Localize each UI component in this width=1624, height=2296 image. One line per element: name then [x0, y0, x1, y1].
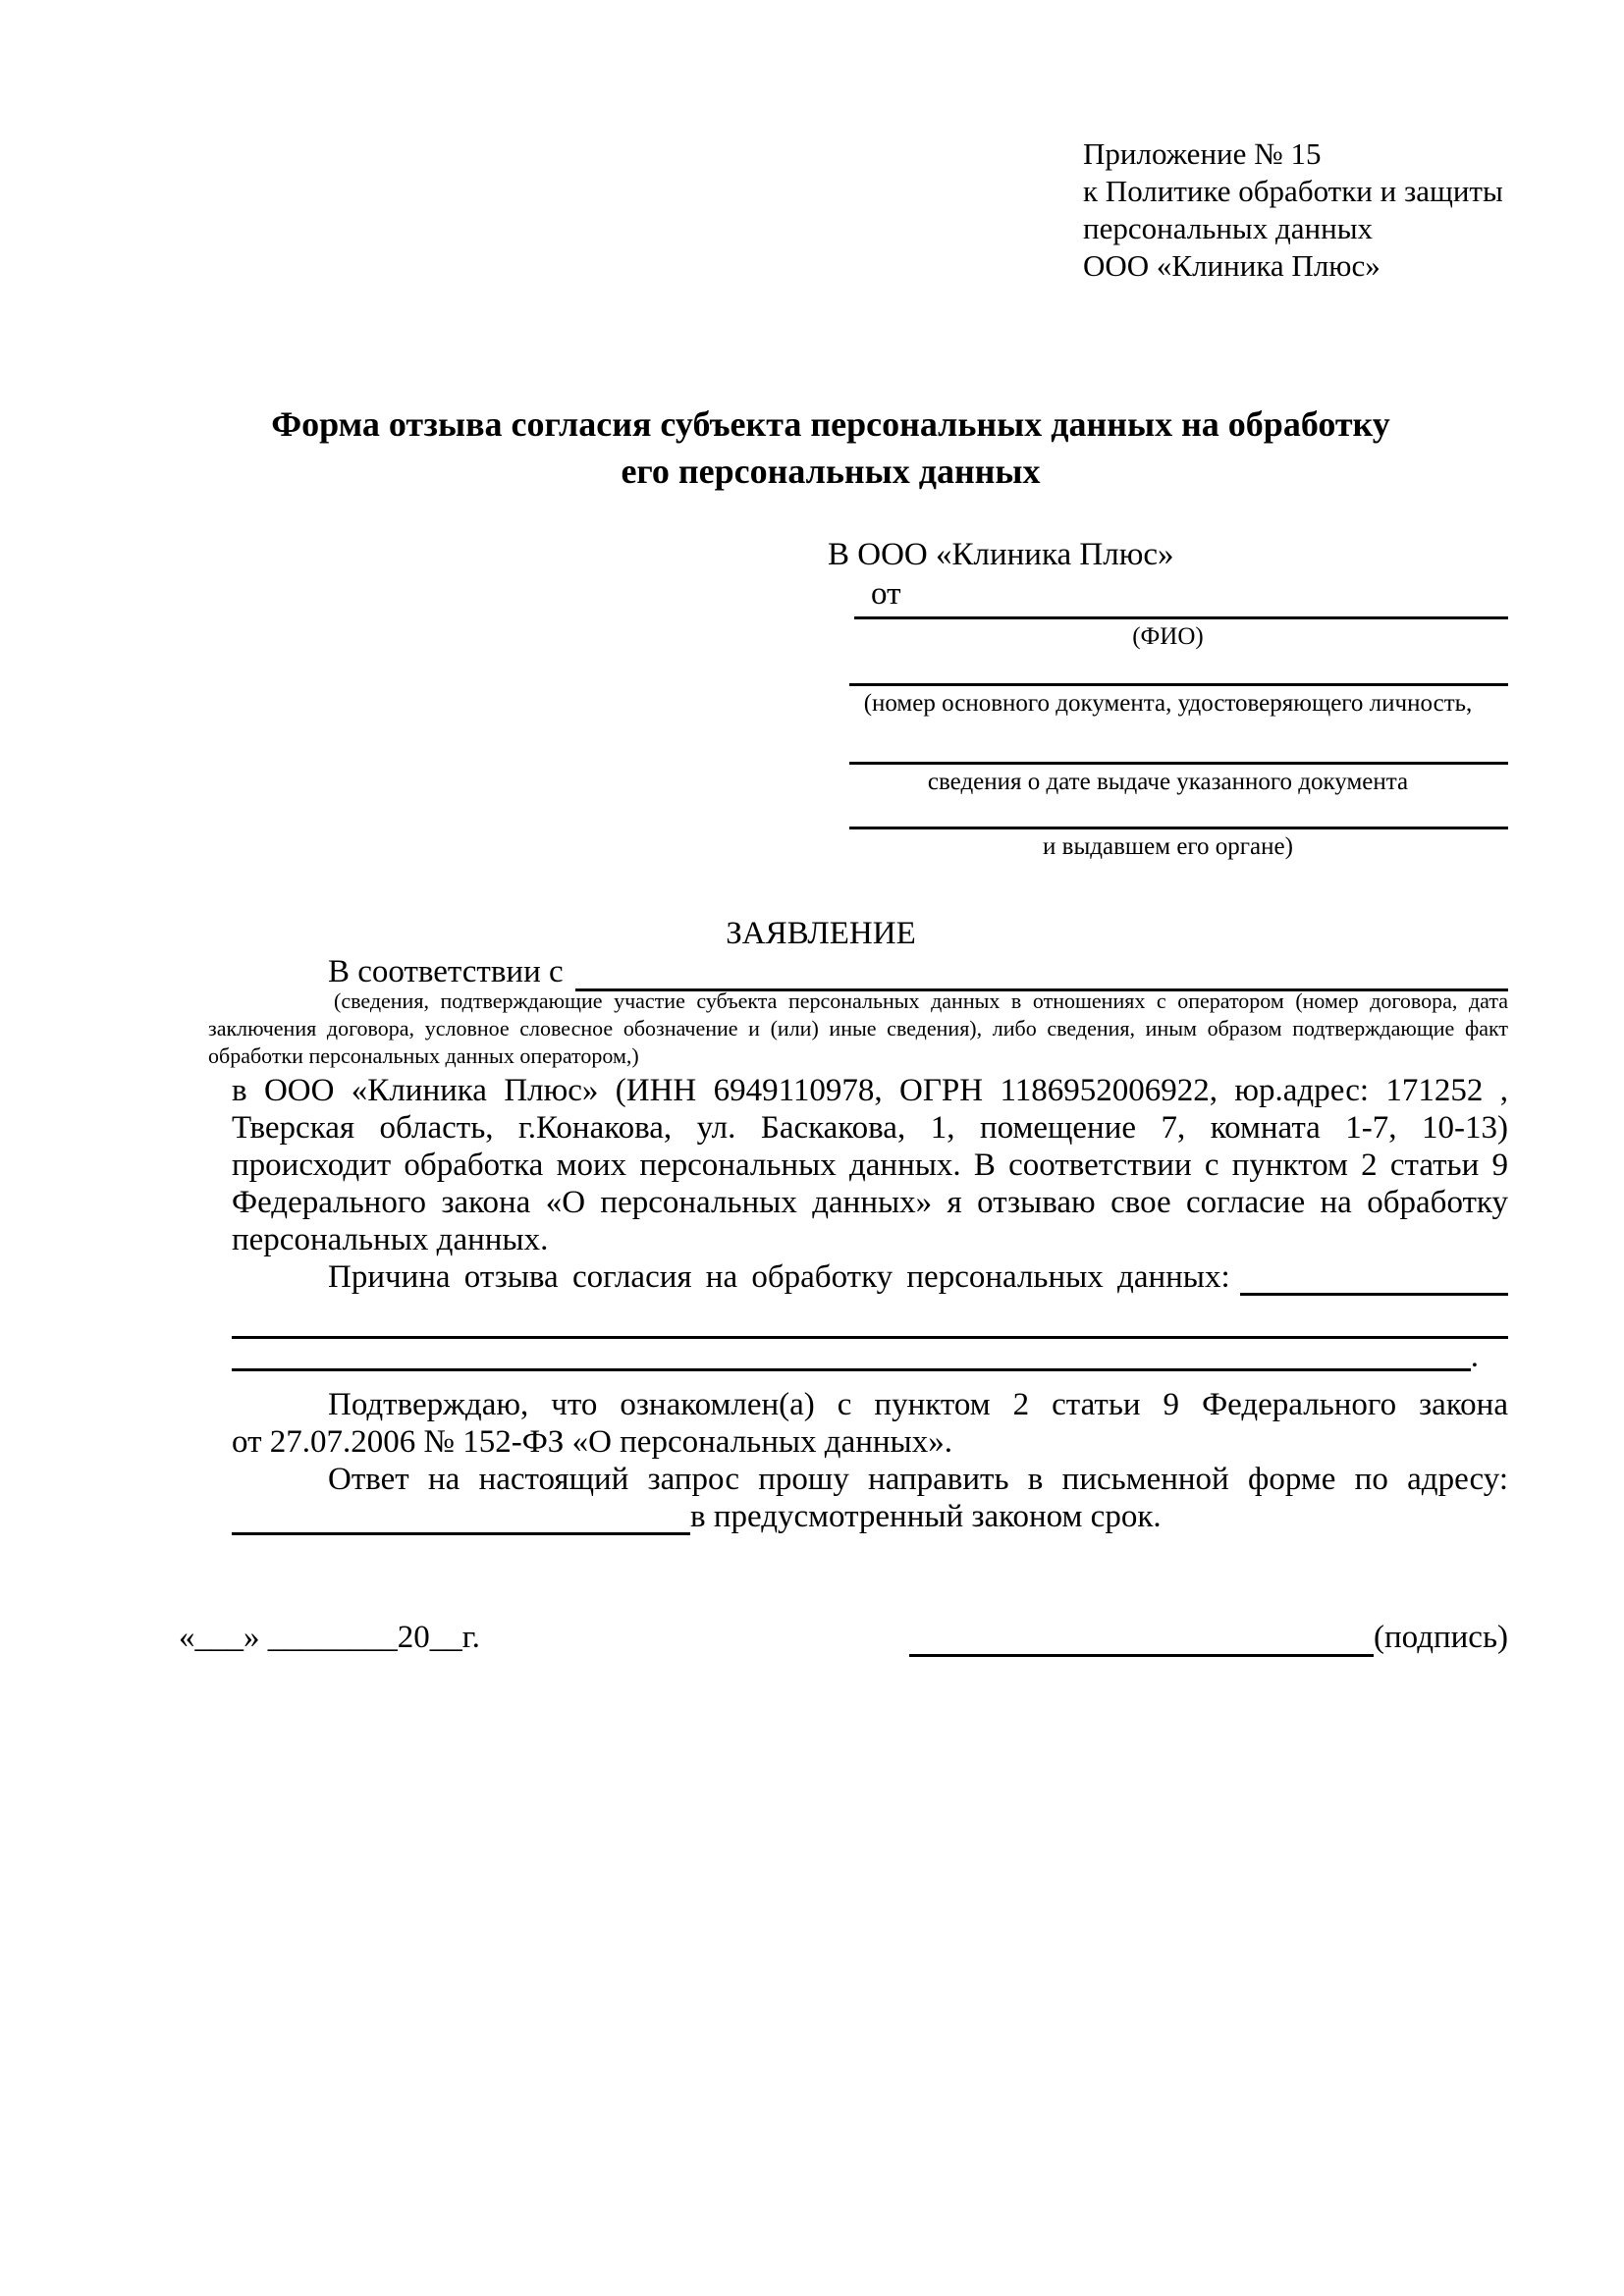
title-line-2: его персональных данных — [621, 452, 1041, 491]
body-line-3: происходит обработка моих персональных данных. В соответствии с пунктом 2 статьи 9 — [232, 1148, 1508, 1183]
body-paragraph — [232, 1072, 1508, 1258]
appendix-line-2: к Политике обработки и защиты — [1083, 174, 1503, 208]
date-signature-row — [179, 1618, 1508, 1657]
reason-blank-line — [1240, 1258, 1508, 1296]
title-line-1: Форма отзыва согласия субъекта персональных данных на обработку — [271, 404, 1390, 444]
issuing-authority-blank-line — [849, 827, 1508, 829]
confirmation-line-2: от 27.07.2006 № 152-ФЗ «О персональных данных». — [232, 1424, 952, 1460]
body-line-1: в ООО «Клиника Плюс» (ИНН 6949110978, ОГРН 1186952006922, юр.адрес: 171252 , — [232, 1073, 1508, 1108]
addressee-from-label: от — [871, 576, 901, 612]
confirmation-paragraph — [232, 1386, 1508, 1461]
document-number-blank-line — [849, 683, 1508, 686]
fine-print — [208, 988, 1508, 1070]
document-number-caption: (номер основного документа, удостоверяющего личность, — [863, 690, 1473, 717]
reply-address-line — [232, 1498, 1508, 1535]
issuing-authority-caption: и выдавшем его органе) — [1043, 833, 1293, 860]
reason-line — [232, 1258, 1508, 1296]
signature-caption: (подпись) — [1374, 1620, 1508, 1655]
intro-prefix: В соответствии с — [328, 954, 564, 989]
fio-blank-line — [854, 616, 1508, 619]
reason-blank-line-3 — [232, 1339, 1479, 1374]
trailing-period: . — [1470, 1339, 1479, 1374]
addressee-to: В ООО «Клиника Плюс» — [828, 537, 1174, 572]
body-line-4: Федерального закона «О персональных данных» я отзываю свое согласие на обработку — [232, 1185, 1508, 1220]
paragraph-indent — [232, 1258, 328, 1296]
fine-print-line-2: заключения договора, условное словесное обозначение и (или) иные сведения), либо сведения, иным образом подтверждающие факт — [208, 1016, 1508, 1041]
document-title — [232, 400, 1508, 495]
appendix-block — [1083, 135, 1508, 285]
body-line-2: Тверская область, г.Конакова, ул. Баскакова, 1, помещение 7, комната 1-7, 10-13) — [232, 1110, 1508, 1146]
paragraph-indent — [232, 952, 328, 991]
blank-line — [232, 1339, 1471, 1371]
intro-line — [232, 952, 1508, 991]
reason-prefix: Причина отзыва согласия на обработку персональных данных: — [328, 1259, 1230, 1295]
appendix-line-3: персональных данных — [1083, 211, 1374, 245]
issue-date-blank-line — [849, 762, 1508, 765]
issue-date-caption: сведения о дате выдаче указанного документа — [927, 769, 1409, 795]
addressee-block — [828, 535, 1508, 861]
date-template: «___» ________20__г. — [179, 1620, 480, 1655]
basis-blank-line — [575, 952, 1508, 991]
signature-blank-line — [909, 1618, 1374, 1657]
appendix-line-1: Приложение № 15 — [1083, 136, 1322, 171]
reply-suffix: в предусмотренный законом срок. — [690, 1499, 1162, 1534]
fio-caption: (ФИО) — [1132, 623, 1204, 650]
signature-block — [909, 1618, 1508, 1657]
statement-heading: ЗАЯВЛЕНИЕ — [726, 916, 916, 951]
reply-request-line: Ответ на настоящий запрос прошу направить в письменной форме по адресу: — [328, 1462, 1508, 1497]
fine-print-line-1: (сведения, подтверждающие участие субъекта персональных данных в отношениях с оператором (номер договора, дата — [334, 988, 1508, 1013]
fine-print-line-3: обработки персональных данных оператором,) — [208, 1043, 639, 1068]
body-line-5: персональных данных. — [232, 1222, 549, 1257]
confirmation-line-1: Подтверждаю, что ознакомлен(а) с пунктом 2 статьи 9 Федерального закона — [328, 1387, 1508, 1422]
address-blank-line — [232, 1498, 690, 1535]
reason-blank-line-2 — [232, 1296, 1508, 1339]
appendix-line-4: ООО «Клиника Плюс» — [1083, 248, 1380, 283]
